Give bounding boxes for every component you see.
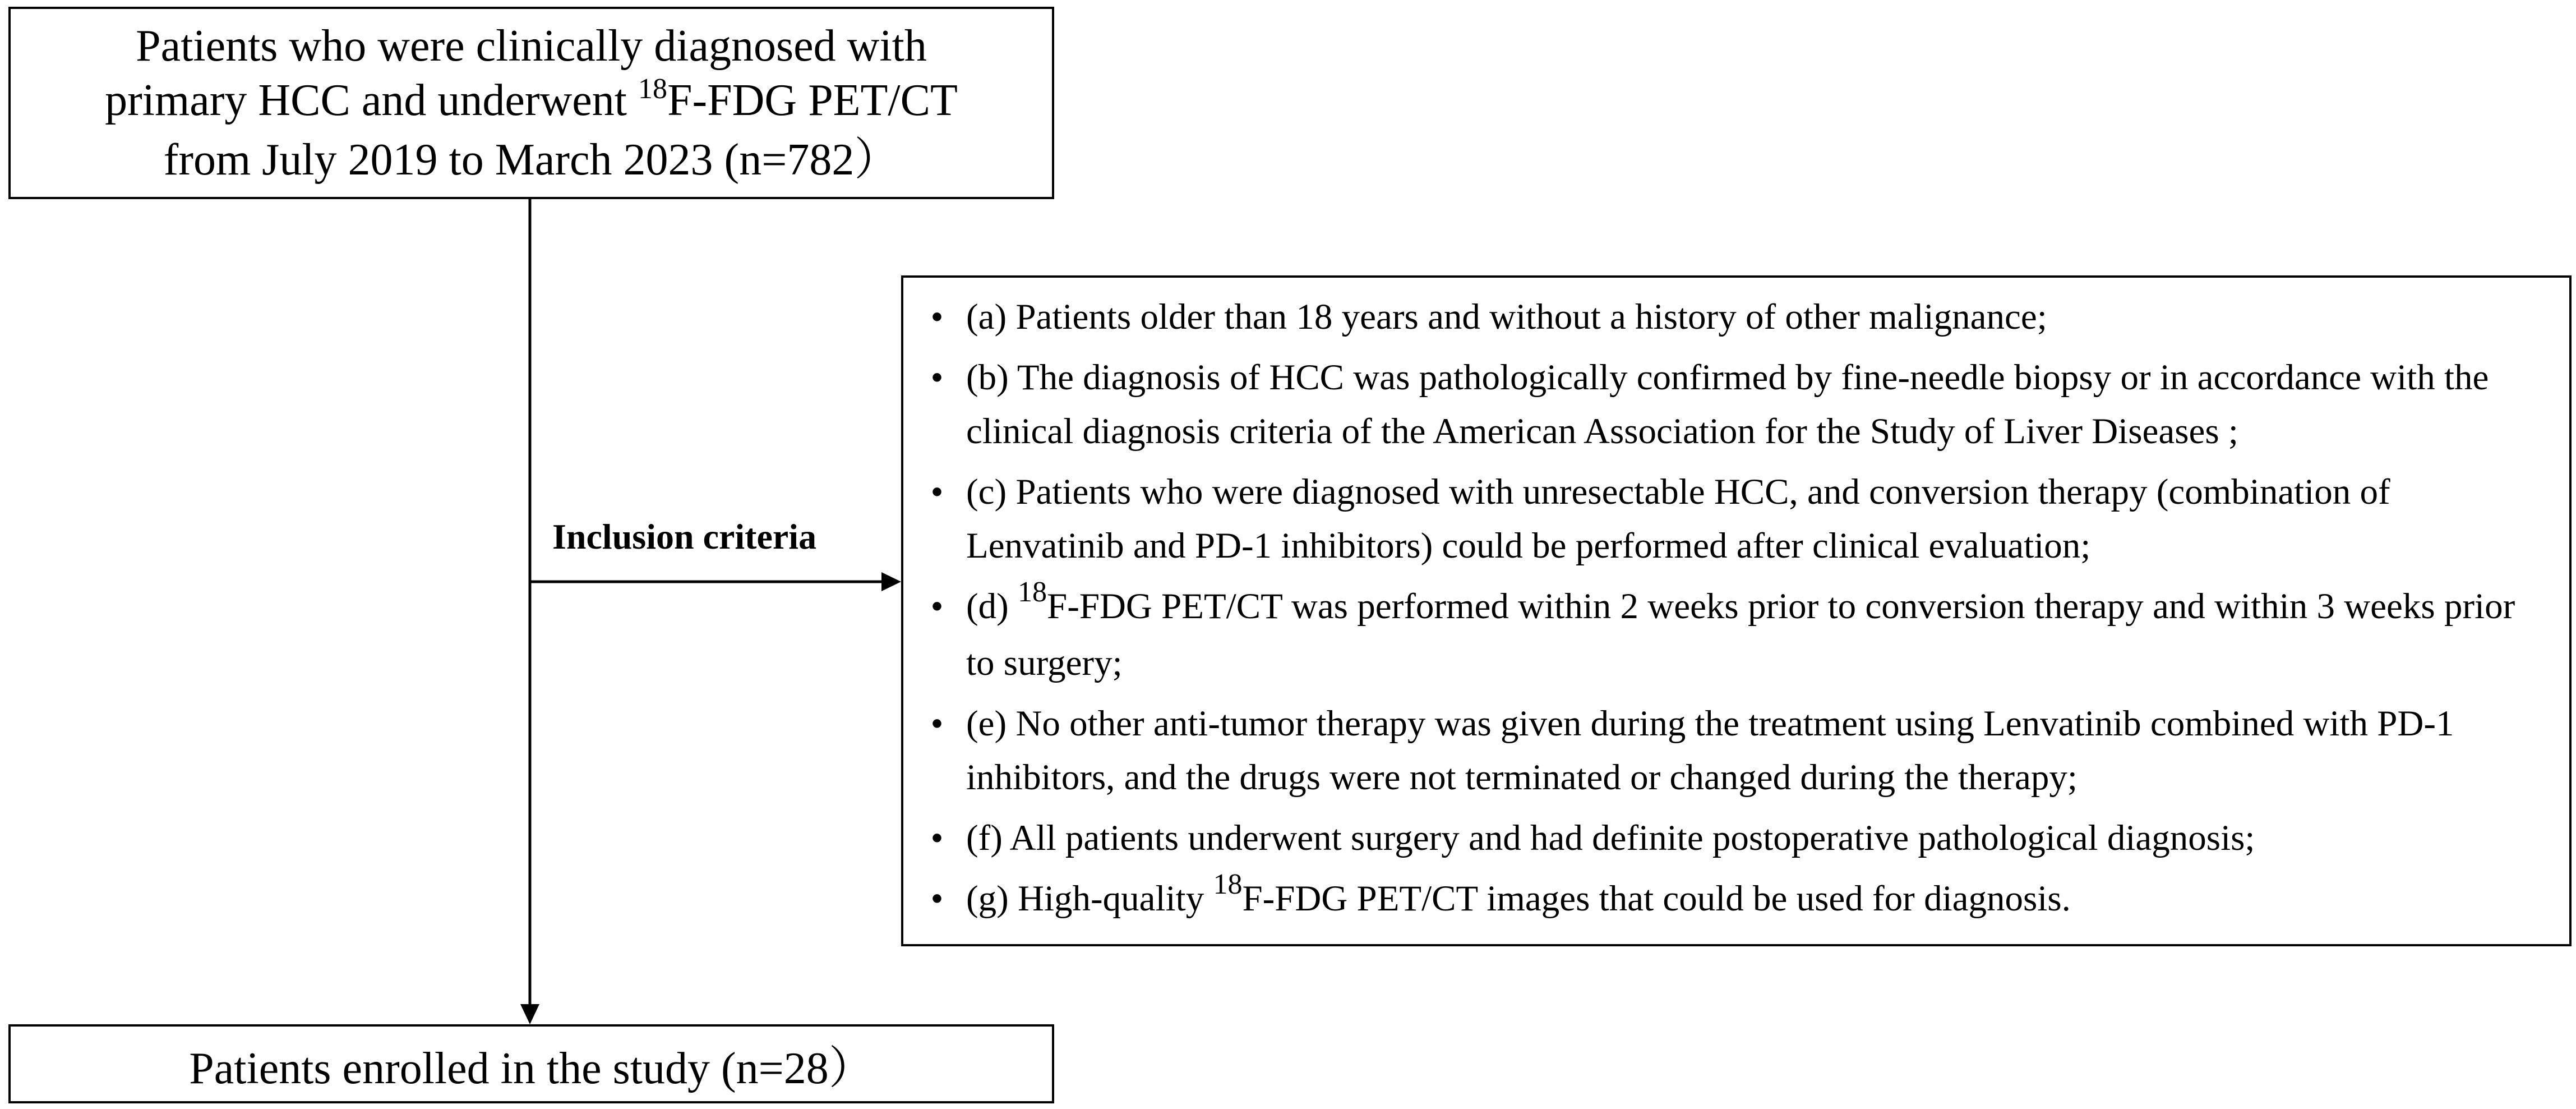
bullet-icon: •: [930, 818, 944, 858]
criterion-g: [926, 868, 2552, 928]
bullet-icon: •: [930, 357, 944, 398]
bullet-icon: •: [930, 703, 944, 744]
source-population-box: [8, 7, 1054, 199]
source-population-line-1: Patients who were clinically diagnosed with: [136, 21, 927, 71]
criterion-text: (e) No other anti-tumor therapy was given during the treatment using Lenvatinib combined with PD-1 inhibitors, and the drugs were not terminated or changed during the therapy;: [966, 703, 2454, 798]
isotope-superscript: 18: [1213, 868, 1243, 900]
criterion-text: (f) All patients underwent surgery and had definite postoperative pathological diagnosis;: [966, 818, 2255, 858]
enrolled-patients-label: Patients enrolled in the study (n=28）: [189, 1044, 874, 1093]
criterion-text: (a) Patients older than 18 years and without a history of other malignance;: [966, 297, 2047, 337]
enrolled-patients-box: [8, 1024, 1054, 1103]
criterion-text-suffix: F-FDG PET/CT was performed within 2 weeks prior to conversion therapy and within 3 weeks prior to surgery;: [966, 586, 2515, 683]
bullet-icon: •: [930, 878, 944, 919]
bullet-icon: •: [930, 586, 944, 627]
criterion-d: [926, 576, 2552, 690]
criterion-c: [926, 465, 2552, 573]
criterion-b: [926, 351, 2552, 458]
down-arrowhead: [520, 1004, 539, 1024]
criterion-text-prefix: (g) High-quality: [966, 878, 1213, 919]
criterion-text: (b) The diagnosis of HCC was pathologically confirmed by fine-needle biopsy or in accordance with the clinical diagnosis criteria of the American Association for the Study of Liver Diseases ;: [966, 357, 2489, 452]
criterion-f: [926, 811, 2552, 865]
inclusion-criteria-box: [901, 275, 2572, 946]
criterion-text-suffix: F-FDG PET/CT images that could be used for diagnosis.: [1242, 878, 2071, 919]
criterion-e: [926, 697, 2552, 804]
criterion-text-prefix: (d): [966, 586, 1018, 627]
source-population-line-3: from July 2019 to March 2023 (n=782）: [163, 135, 899, 185]
isotope-superscript: 18: [638, 72, 668, 105]
bullet-icon: •: [930, 297, 944, 337]
criterion-text: (c) Patients who were diagnosed with unresectable HCC, and conversion therapy (combination of Lenvatinib and PD-1 inhibitors) could be performed after clinical evaluation;: [966, 472, 2390, 566]
line2-suffix: F-FDG PET/CT: [667, 75, 958, 125]
right-arrowhead: [881, 572, 901, 591]
source-population-line-2: [105, 73, 958, 133]
isotope-superscript: 18: [1018, 576, 1047, 608]
criteria-list: [926, 290, 2552, 928]
bullet-icon: •: [930, 472, 944, 512]
inclusion-criteria-label: Inclusion criteria: [552, 517, 817, 556]
line2-prefix: primary HCC and underwent: [105, 75, 639, 125]
criterion-a: [926, 290, 2552, 344]
